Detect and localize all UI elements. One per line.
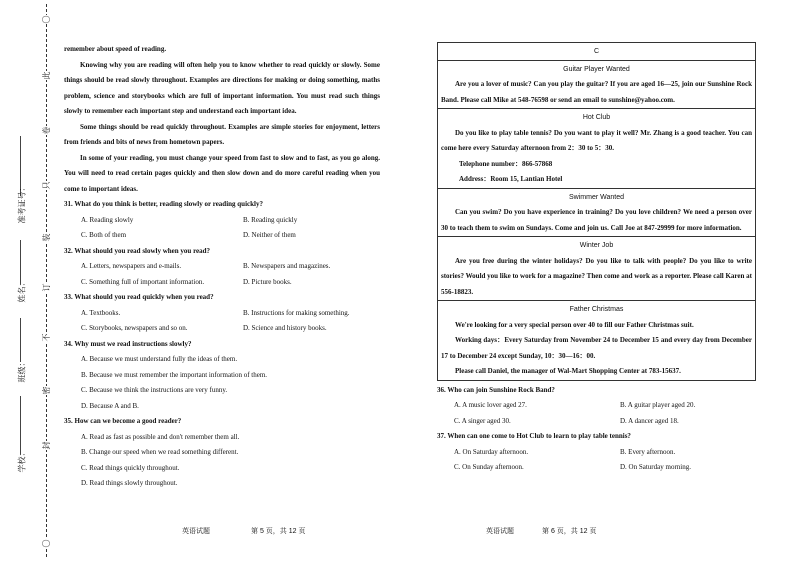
ads-box bbox=[437, 42, 756, 381]
name-label: 姓名： bbox=[17, 278, 27, 303]
option: C. On Sunday afternoon. bbox=[454, 463, 524, 471]
option: B. A guitar player aged 20. bbox=[620, 401, 696, 409]
ad-text: Are you free during the winter holidays? Do you like to talk with people? Do you like to write stories? Would you like to work for a magazine? Then come and work as a reporter. Please call Karen at 556-18823. bbox=[441, 256, 752, 296]
ad-guitar bbox=[438, 60, 755, 110]
seal-char: 不 bbox=[42, 333, 51, 342]
option: C. Because we think the instructions are very funny. bbox=[81, 386, 228, 394]
option: A. Letters, newspapers and e-mails. bbox=[81, 262, 182, 270]
seal-char: 封 bbox=[42, 441, 51, 450]
binding-dashed-line bbox=[46, 4, 47, 557]
passage-paragraph: In some of your reading, you must change your speed from fast to slow and to fast, as you go along. You will need to read certain pages quickly and then slow down and do more careful reading when you come to important ideas. bbox=[64, 153, 380, 193]
passage-paragraph: Knowing why you are reading will often help you to know whether to read quickly or slowly. Some things should be read slowly throughout. Examples are directions for making or doing something, maths problem, science and storybooks which are full of important information. You must read such things slowly to remember each important step and understand each important idea. bbox=[64, 60, 380, 115]
option: C. Storybooks, newspapers and so on. bbox=[81, 324, 188, 332]
option: B. Newspapers and magazines. bbox=[243, 262, 331, 270]
ad-title: Hot Club bbox=[582, 114, 611, 121]
option: A. Read as fast as possible and don't remember them all. bbox=[81, 432, 240, 441]
seal-char: 密 bbox=[42, 386, 51, 395]
exam-id-label: 准考证号： bbox=[17, 183, 27, 224]
ad-text: Please call Daniel, the manager of Wal-Mart Shopping Center at 783-15637. bbox=[455, 367, 681, 375]
underline-name bbox=[20, 240, 21, 284]
footer-page-number: 第 6 页，共 12 页 bbox=[542, 528, 597, 535]
binding-margin bbox=[0, 0, 60, 561]
footer-subject: 英语试题 bbox=[182, 528, 210, 535]
underline-class bbox=[20, 318, 21, 362]
ad-text: We're looking for a very special person over 40 to fill our Father Christmas suit. bbox=[455, 320, 694, 329]
ad-telephone: Telephone number：866-57868 bbox=[459, 159, 553, 168]
seal-char: 只 bbox=[42, 181, 51, 190]
seal-char: 订 bbox=[42, 283, 51, 292]
seal-char: 〇 bbox=[42, 15, 51, 24]
ad-text: Are you a lover of music? Can you play the guitar? If you are aged 16—25, join our Sunshine Rock Band. Please call Mike at 548-76598 or send an email to sunshine@yahoo.com. bbox=[441, 80, 752, 104]
question-33: 33. What should you read quickly when you read? bbox=[64, 293, 214, 301]
option: C. Something full of important information. bbox=[81, 277, 205, 286]
option: A. On Saturday afternoon. bbox=[454, 447, 529, 456]
left-page-column bbox=[64, 42, 380, 492]
option: B. Every afternoon. bbox=[620, 447, 676, 456]
option: D. A dancer aged 18. bbox=[620, 416, 679, 425]
seal-char: 〇 bbox=[42, 539, 51, 548]
option: D. Science and history books. bbox=[243, 324, 327, 332]
question-32: 32. What should you read slowly when you read? bbox=[64, 246, 211, 255]
ad-swimmer bbox=[438, 189, 755, 238]
question-37: 37. When can one come to Hot Club to learn to play table tennis? bbox=[437, 432, 631, 440]
ad-hot-club bbox=[438, 109, 755, 189]
underline-school bbox=[20, 396, 21, 454]
option: B. Reading quickly bbox=[243, 215, 298, 224]
ad-father-christmas bbox=[438, 301, 755, 380]
question-34: 34. Why must we read instructions slowly? bbox=[64, 339, 192, 348]
option: C. Both of them bbox=[81, 231, 127, 239]
ad-title: Father Christmas bbox=[569, 306, 624, 313]
option: B. Change our speed when we read something different. bbox=[81, 448, 239, 456]
option: C. Read things quickly throughout. bbox=[81, 463, 180, 472]
ad-winter-job bbox=[438, 237, 755, 301]
question-36: 36. Who can join Sunshine Rock Band? bbox=[437, 385, 555, 394]
ad-text: Can you swim? Do you have experience in training? Do you love children? We need a person over 30 to teach them to swim on Sundays. Come and join us. Call Joe at 847-29999 for more information. bbox=[441, 208, 752, 232]
section-letter: C bbox=[593, 48, 600, 55]
option: D. Read things slowly throughout. bbox=[81, 479, 178, 487]
option: D. Neither of them bbox=[243, 231, 296, 239]
footer-subject: 英语试题 bbox=[486, 528, 514, 535]
option: B. Instructions for making something. bbox=[243, 308, 350, 317]
seal-char: 装 bbox=[42, 233, 51, 242]
seal-char: 此 bbox=[42, 71, 51, 80]
school-label: 学校： bbox=[17, 448, 27, 473]
ad-title: Winter Job bbox=[579, 242, 614, 249]
footer-page-number: 第 5 页，共 12 页 bbox=[251, 528, 306, 535]
right-page-column bbox=[437, 42, 754, 476]
ad-text: Working days：Every Saturday from November 24 to December 15 and every day from December 17 to December 24 except Sunday, 10：30—16：00. bbox=[441, 336, 752, 360]
ad-title: Swimmer Wanted bbox=[569, 193, 624, 201]
ad-address: Address：Room 15, Lantian Hotel bbox=[459, 175, 563, 183]
option: C. A singer aged 30. bbox=[454, 416, 511, 425]
option: A. Because we must understand fully the ideas of them. bbox=[81, 355, 238, 363]
option: A. Reading slowly bbox=[81, 215, 134, 224]
option: A. A music lover aged 27. bbox=[454, 401, 527, 409]
passage-paragraph: Some things should be read quickly throughout. Examples are simple stories for enjoyment, letters from friends and bits of news from hometown papers. bbox=[64, 122, 380, 146]
option: D. Picture books. bbox=[243, 277, 292, 286]
ad-text: Do you like to play table tennis? Do you want to play it well? Mr. Zhang is a good teacher. You can come here every Saturday afternoon from 2：30 to 5：30. bbox=[441, 128, 752, 152]
class-label: 班级： bbox=[17, 358, 27, 383]
question-35: 35. How can we become a good reader? bbox=[64, 417, 182, 425]
ad-title: Guitar Player Wanted bbox=[563, 65, 630, 73]
option: A. Textbooks. bbox=[81, 308, 121, 317]
option: D. On Saturday morning. bbox=[620, 463, 691, 471]
option: B. Because we must remember the important information of them. bbox=[81, 370, 268, 379]
question-31: 31. What do you think is better, reading slowly or reading quickly? bbox=[64, 200, 263, 208]
intro-line: remember about speed of reading. bbox=[64, 45, 167, 53]
seal-char: 卷 bbox=[42, 126, 51, 135]
option: D. Because A and B. bbox=[81, 401, 139, 410]
